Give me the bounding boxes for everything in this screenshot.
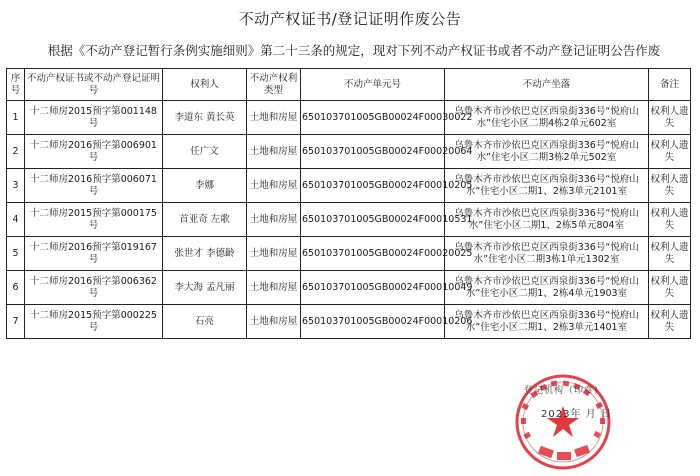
row-remark: 权利人遗失 xyxy=(649,237,691,271)
row-unit: 650103701005GB00024F00020064 xyxy=(301,135,445,169)
issuer-label: 登记机构（印章） xyxy=(524,386,605,396)
cancellation-table xyxy=(6,68,691,339)
row-type: 土地和房屋 xyxy=(247,237,301,271)
row-type: 土地和房屋 xyxy=(247,271,301,305)
row-location: 乌鲁木齐市沙依巴克区西泉街336号“悦府山水”住宅小区二期1、2栋5单元804室 xyxy=(445,203,649,237)
row-unit: 650103701005GB00024F00010049 xyxy=(301,271,445,305)
column-header-type: 不动产权利类型 xyxy=(247,69,301,101)
row-location: 乌鲁木齐市沙依巴克区西泉街336号“悦府山水”住宅小区二期1、2栋3单元1401室 xyxy=(445,305,649,339)
row-cert: 十二师房2016预字第006071号 xyxy=(25,169,163,203)
row-type: 土地和房屋 xyxy=(247,169,301,203)
table-row xyxy=(7,305,691,339)
row-cert: 十二师房2016预字第006362号 xyxy=(25,271,163,305)
row-remark: 权利人遗失 xyxy=(649,101,691,135)
row-cert: 十二师房2015预字第000175号 xyxy=(25,203,163,237)
issue-date: 2023年 月 日 xyxy=(541,409,612,420)
table-row xyxy=(7,203,691,237)
column-header-location: 不动产坐落 xyxy=(445,69,649,101)
row-owner: 石亮 xyxy=(163,305,247,339)
row-location: 乌鲁木齐市沙依巴克区西泉街336号“悦府山水”住宅小区二期3栋1单元1302室 xyxy=(445,237,649,271)
row-owner: 李娜 xyxy=(163,169,247,203)
table-row xyxy=(7,271,691,305)
column-header-unit: 不动产单元号 xyxy=(301,69,445,101)
row-owner: 首亚奇 左歌 xyxy=(163,203,247,237)
row-cert: 十二师房2016预字第019167号 xyxy=(25,237,163,271)
table-row xyxy=(7,237,691,271)
row-location: 乌鲁木齐市沙依巴克区西泉街336号“悦府山水”住宅小区二期4栋2单元602室 xyxy=(445,101,649,135)
row-unit: 650103701005GB00024F00030022 xyxy=(301,101,445,135)
row-remark: 权利人遗失 xyxy=(649,271,691,305)
column-header-owner: 权利人 xyxy=(163,69,247,101)
row-no: 7 xyxy=(7,305,25,339)
row-unit: 650103701005GB00024F00020025 xyxy=(301,237,445,271)
row-cert: 十二师房2015预字第000225号 xyxy=(25,305,163,339)
row-no: 2 xyxy=(7,135,25,169)
row-type: 土地和房屋 xyxy=(247,305,301,339)
row-remark: 权利人遗失 xyxy=(649,135,691,169)
document-subtitle: 根据《不动产登记暂行条例实施细则》第二十三条的规定，现对下列不动产权证书或者不动产登记证明公告作废 xyxy=(47,43,661,58)
row-no: 5 xyxy=(7,237,25,271)
row-owner: 任广文 xyxy=(163,135,247,169)
row-owner: 张世才 李德齡 xyxy=(163,237,247,271)
row-no: 1 xyxy=(7,101,25,135)
row-type: 土地和房屋 xyxy=(247,101,301,135)
row-cert: 十二师房2015预字第001148号 xyxy=(25,101,163,135)
row-unit: 650103701005GB00024F00010206 xyxy=(301,305,445,339)
row-remark: 权利人遗失 xyxy=(649,203,691,237)
row-remark: 权利人遗失 xyxy=(649,169,691,203)
table-header-row xyxy=(7,69,691,101)
row-owner: 李道东 黄长英 xyxy=(163,101,247,135)
column-header-no: 序号 xyxy=(7,69,25,101)
row-no: 4 xyxy=(7,203,25,237)
row-remark: 权利人遗失 xyxy=(649,305,691,339)
row-location: 乌鲁木齐市沙依巴克区西泉街336号“悦府山水”住宅小区二期1、2栋4单元1903室 xyxy=(445,271,649,305)
table-row xyxy=(7,135,691,169)
table-row xyxy=(7,101,691,135)
row-location: 乌鲁木齐市沙依巴克区西泉街336号“悦府山水”住宅小区二期3栋2单元502室 xyxy=(445,135,649,169)
row-no: 6 xyxy=(7,271,25,305)
column-header-remark: 备注 xyxy=(649,69,691,101)
table-row xyxy=(7,169,691,203)
row-type: 土地和房屋 xyxy=(247,203,301,237)
row-location: 乌鲁木齐市沙依巴克区西泉街336号“悦府山水”住宅小区二期1、2栋3单元2101室 xyxy=(445,169,649,203)
column-header-cert: 不动产权证书或不动产登记证明号 xyxy=(25,69,163,101)
row-owner: 李大海 孟凡丽 xyxy=(163,271,247,305)
row-unit: 650103701005GB00024F00010205 xyxy=(301,169,445,203)
row-cert: 十二师房2016预字第006901号 xyxy=(25,135,163,169)
row-type: 土地和房屋 xyxy=(247,135,301,169)
document-title: 不动产权证书/登记证明作废公告 xyxy=(238,10,462,28)
row-unit: 650103701005GB00024F00010531 xyxy=(301,203,445,237)
row-no: 3 xyxy=(7,169,25,203)
